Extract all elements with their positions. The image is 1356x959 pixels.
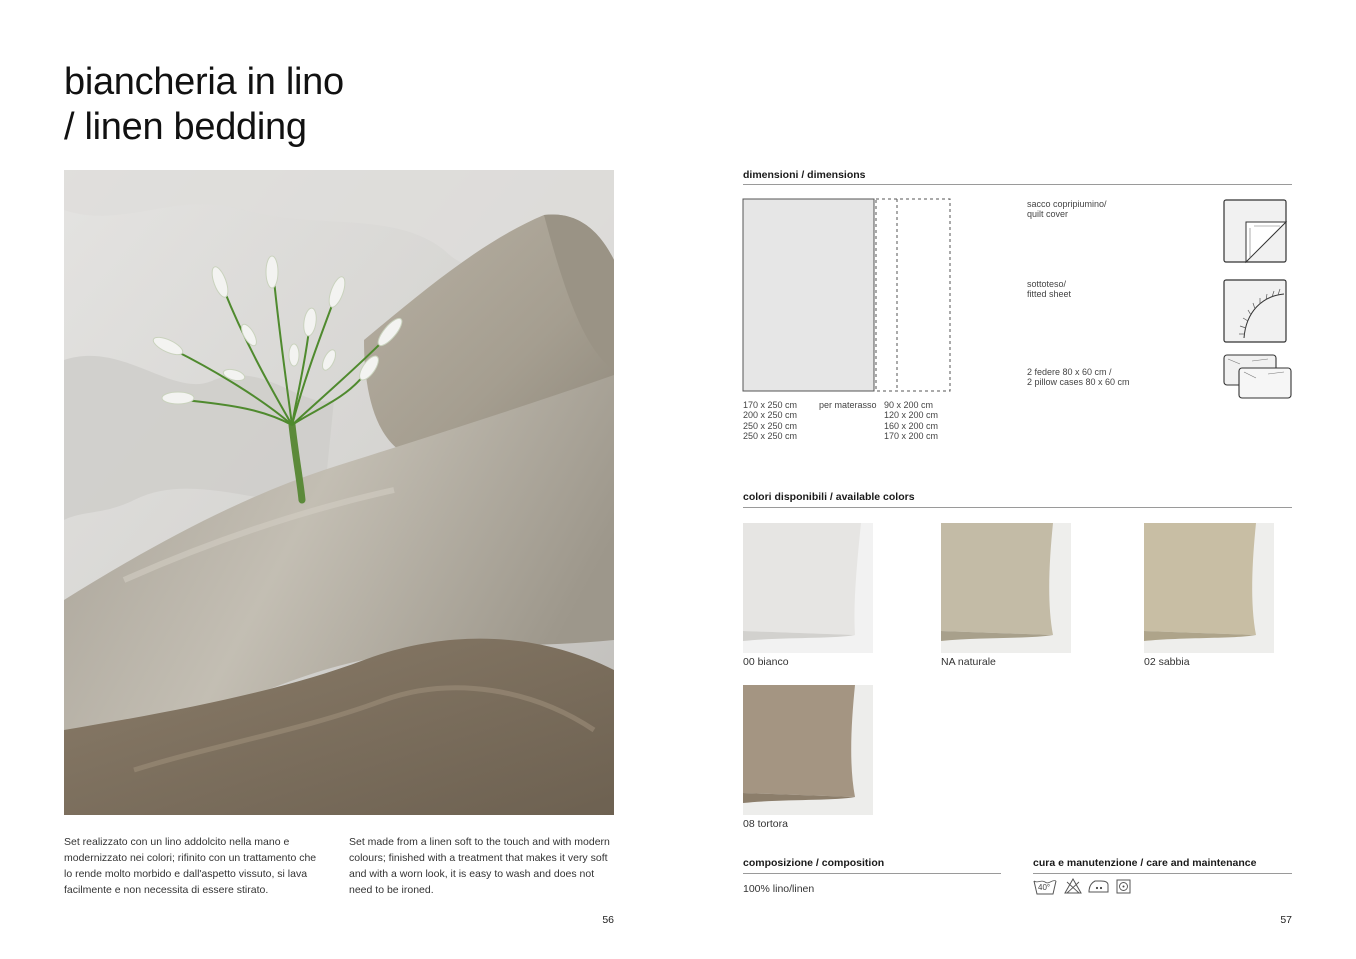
dimensions-rule <box>743 184 1292 185</box>
product-label-it: 2 federe 80 x 60 cm / <box>1027 367 1112 377</box>
product-pillow-cases <box>1027 367 1130 388</box>
color-label-sabbia: 02 sabbia <box>1144 656 1190 668</box>
iron-medium-icon <box>1087 879 1109 899</box>
product-fitted-sheet <box>1027 279 1071 300</box>
color-swatch-bianco <box>743 523 873 653</box>
dimensions-heading: dimensioni / dimensions <box>743 169 866 181</box>
care-rule <box>1033 873 1292 874</box>
composition-heading: composizione / composition <box>743 857 885 869</box>
bed-dimensions-diagram-icon <box>742 197 954 393</box>
mattress-size: 160 x 200 cm <box>884 420 939 431</box>
wash-temp-label: 40° <box>1038 883 1051 892</box>
color-swatch-naturale <box>941 523 1071 653</box>
colors-rule <box>743 507 1292 508</box>
dimensions-diagram <box>742 197 954 393</box>
mattress-size: 170 x 200 cm <box>884 430 939 441</box>
product-label-en: 2 pillow cases 80 x 60 cm <box>1027 377 1130 388</box>
linen-photo-illustration <box>64 170 614 815</box>
wash-40-icon <box>1033 878 1057 896</box>
pillow-cases-icon <box>1222 352 1294 402</box>
quilt-size: 250 x 250 cm <box>743 430 798 441</box>
page-title <box>64 60 344 150</box>
mattress-size: 90 x 200 cm <box>884 400 934 410</box>
tumble-dry-icon <box>1116 879 1131 899</box>
quilt-sizes-list <box>743 400 797 441</box>
product-label-it: sacco copripiumino/ <box>1027 199 1107 209</box>
linen-bedding-photo <box>64 170 614 815</box>
composition-rule <box>743 873 1001 874</box>
color-label-naturale: NA naturale <box>941 656 996 668</box>
title-line-1: biancheria in lino <box>64 61 344 103</box>
color-label-bianco: 00 bianco <box>743 656 789 668</box>
colors-heading: colori disponibili / available colors <box>743 491 915 503</box>
color-swatch-sabbia <box>1144 523 1274 653</box>
product-label-it: sottoteso/ <box>1027 279 1067 289</box>
product-quilt-cover <box>1027 199 1107 220</box>
page-number-left: 56 <box>602 914 614 926</box>
quilt-size: 170 x 250 cm <box>743 400 798 410</box>
description-italian: Set realizzato con un lino addolcito nella mano e modernizzato nei colori; rifinito con un trattamento che lo rende molto morbido e dall'aspetto vissuto, si lava facilmente e non necessita di essere stirato. <box>64 836 317 896</box>
care-heading: cura e manutenzione / care and maintenance <box>1033 857 1257 869</box>
page-number-right: 57 <box>1280 914 1292 926</box>
color-swatch-tortora <box>743 685 873 815</box>
description-english: Set made from a linen soft to the touch and with modern colours; finished with a treatment that makes it very soft and with a worn look, it is easy to wash and does not need to be ironed. <box>349 836 610 896</box>
title-line-2: / linen bedding <box>64 106 307 148</box>
quilt-cover-icon <box>1222 198 1288 264</box>
product-label-en: fitted sheet <box>1027 289 1072 300</box>
quilt-size: 250 x 250 cm <box>743 420 798 431</box>
mattress-label: per materasso <box>819 400 877 410</box>
composition-value: 100% lino/linen <box>743 883 815 895</box>
fitted-sheet-icon <box>1222 278 1288 344</box>
quilt-size: 200 x 250 cm <box>743 410 798 421</box>
mattress-sizes-list <box>884 400 938 441</box>
mattress-size: 120 x 200 cm <box>884 410 939 421</box>
product-label-en: quilt cover <box>1027 209 1069 220</box>
no-bleach-icon <box>1064 878 1082 899</box>
color-label-tortora: 08 tortora <box>743 818 788 830</box>
